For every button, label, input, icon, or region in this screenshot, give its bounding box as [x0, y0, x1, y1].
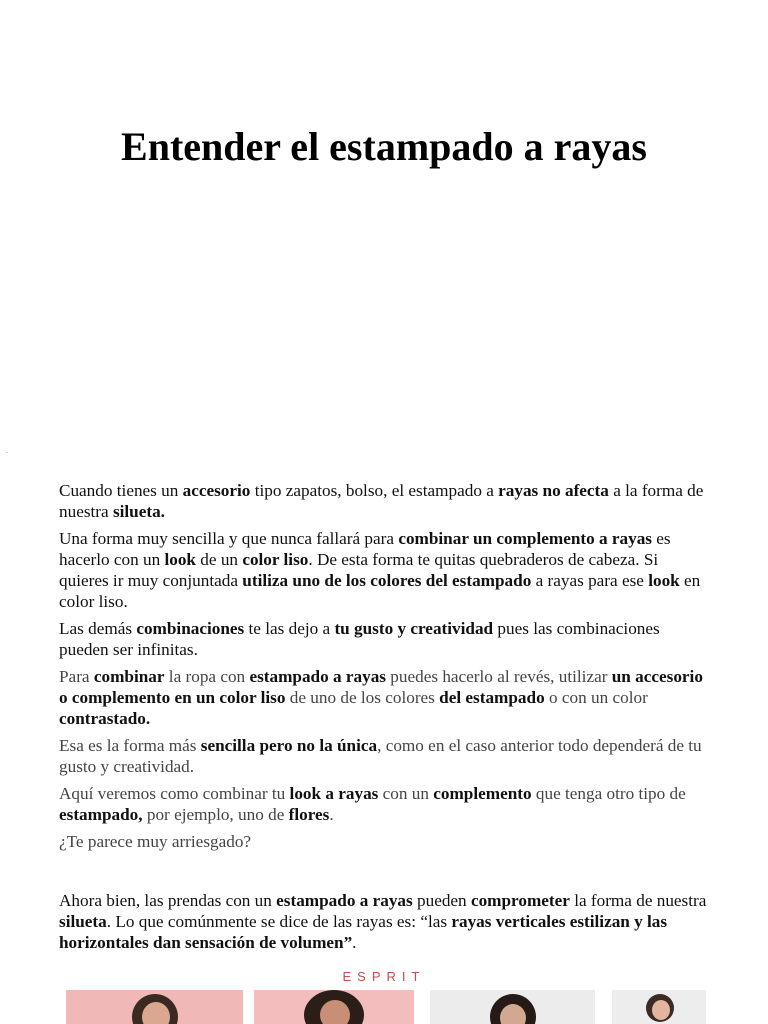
article-body: [59, 480, 709, 959]
text-run: . De esta forma te quitas quebraderos de cabeza. Si quieres ir muy conjuntada: [59, 550, 659, 590]
bold-text: silueta.: [112, 502, 165, 521]
bold-text: un accesorio o complemento en un color liso: [59, 667, 703, 707]
bold-text: combinar: [93, 667, 165, 686]
bold-text: complemento: [433, 784, 532, 803]
text-run: en color liso.: [59, 571, 701, 611]
paragraph: [59, 528, 709, 612]
text-run: te las dejo a: [244, 619, 335, 638]
bold-text: look a rayas: [289, 784, 379, 803]
text-run: .: [329, 805, 334, 824]
page-title: Entender el estampado a rayas: [121, 124, 647, 169]
paragraph: [59, 666, 709, 729]
text-run: Ahora bien, las prendas con un: [59, 891, 277, 910]
paragraph: [59, 735, 709, 777]
stray-mark: .: [6, 446, 8, 455]
paragraph: [59, 831, 709, 852]
product-photo-strip: [66, 990, 706, 1024]
text-run: puedes hacerlo al revés, utilizar: [386, 667, 612, 686]
brand-logo: ESPRIT: [342, 969, 426, 984]
bold-text: flores: [288, 805, 330, 824]
bold-text: contrastado.: [59, 709, 151, 728]
paragraph: [59, 618, 709, 660]
text-run: Las demás: [59, 619, 137, 638]
text-run: Esa es la forma más: [59, 736, 201, 755]
text-run: pueden: [412, 891, 471, 910]
text-run: tipo zapatos, bolso, el estampado a: [250, 481, 499, 500]
text-run: o con un color: [544, 688, 648, 707]
bold-text: del estampado: [439, 688, 545, 707]
bold-text: sencilla pero no la única: [200, 736, 378, 755]
product-photo-4: [612, 990, 706, 1024]
bold-text: silueta: [59, 912, 107, 931]
text-run: Cuando tienes un: [59, 481, 183, 500]
text-run: . Lo que comúnmente se dice de las rayas es: “las: [106, 912, 452, 931]
bold-text: rayas verticales estilizan y las horizontales dan sensación de volumen”: [59, 912, 668, 952]
bold-text: utiliza uno de los colores del estampado: [242, 571, 532, 590]
text-run: , como en el caso anterior todo dependerá de tu gusto y creatividad.: [59, 736, 702, 776]
bold-text: estampado a rayas: [276, 891, 413, 910]
bold-text: estampado a rayas: [249, 667, 386, 686]
text-run: Una forma muy sencilla y que nunca fallará para: [59, 529, 399, 548]
bold-text: rayas no afecta: [498, 481, 609, 500]
product-photo-1: [66, 990, 243, 1024]
paragraph: [59, 783, 709, 825]
text-run: la forma de nuestra: [569, 891, 707, 910]
text-run: de uno de los colores: [285, 688, 440, 707]
product-photo-3: [430, 990, 595, 1024]
bold-text: color liso: [242, 550, 309, 569]
text-run: pues las combinaciones pueden ser infinitas.: [59, 619, 660, 659]
text-run: con un: [378, 784, 434, 803]
text-run: es hacerlo con un: [59, 529, 671, 569]
text-run: Aquí veremos como combinar tu: [59, 784, 290, 803]
bold-text: look: [164, 550, 196, 569]
bold-text: look: [648, 571, 680, 590]
product-photo-2: [254, 990, 414, 1024]
bold-text: comprometer: [470, 891, 570, 910]
bold-text: estampado,: [59, 805, 143, 824]
bold-text: accesorio: [182, 481, 251, 500]
bold-text: combinaciones: [136, 619, 245, 638]
text-run: por ejemplo, uno de: [142, 805, 289, 824]
text-run: la ropa con: [164, 667, 250, 686]
text-run: Para: [59, 667, 94, 686]
text-run: de un: [196, 550, 243, 569]
text-run: .: [352, 933, 357, 952]
text-run: ¿Te parece muy arriesgado?: [59, 832, 252, 851]
text-run: a la forma de nuestra: [59, 481, 704, 521]
text-run: que tenga otro tipo de: [531, 784, 686, 803]
paragraph: [59, 480, 709, 522]
text-run: a rayas para ese: [531, 571, 649, 590]
paragraph: [59, 890, 709, 953]
bold-text: tu gusto y creatividad: [334, 619, 494, 638]
bold-text: combinar un complemento a rayas: [398, 529, 652, 548]
